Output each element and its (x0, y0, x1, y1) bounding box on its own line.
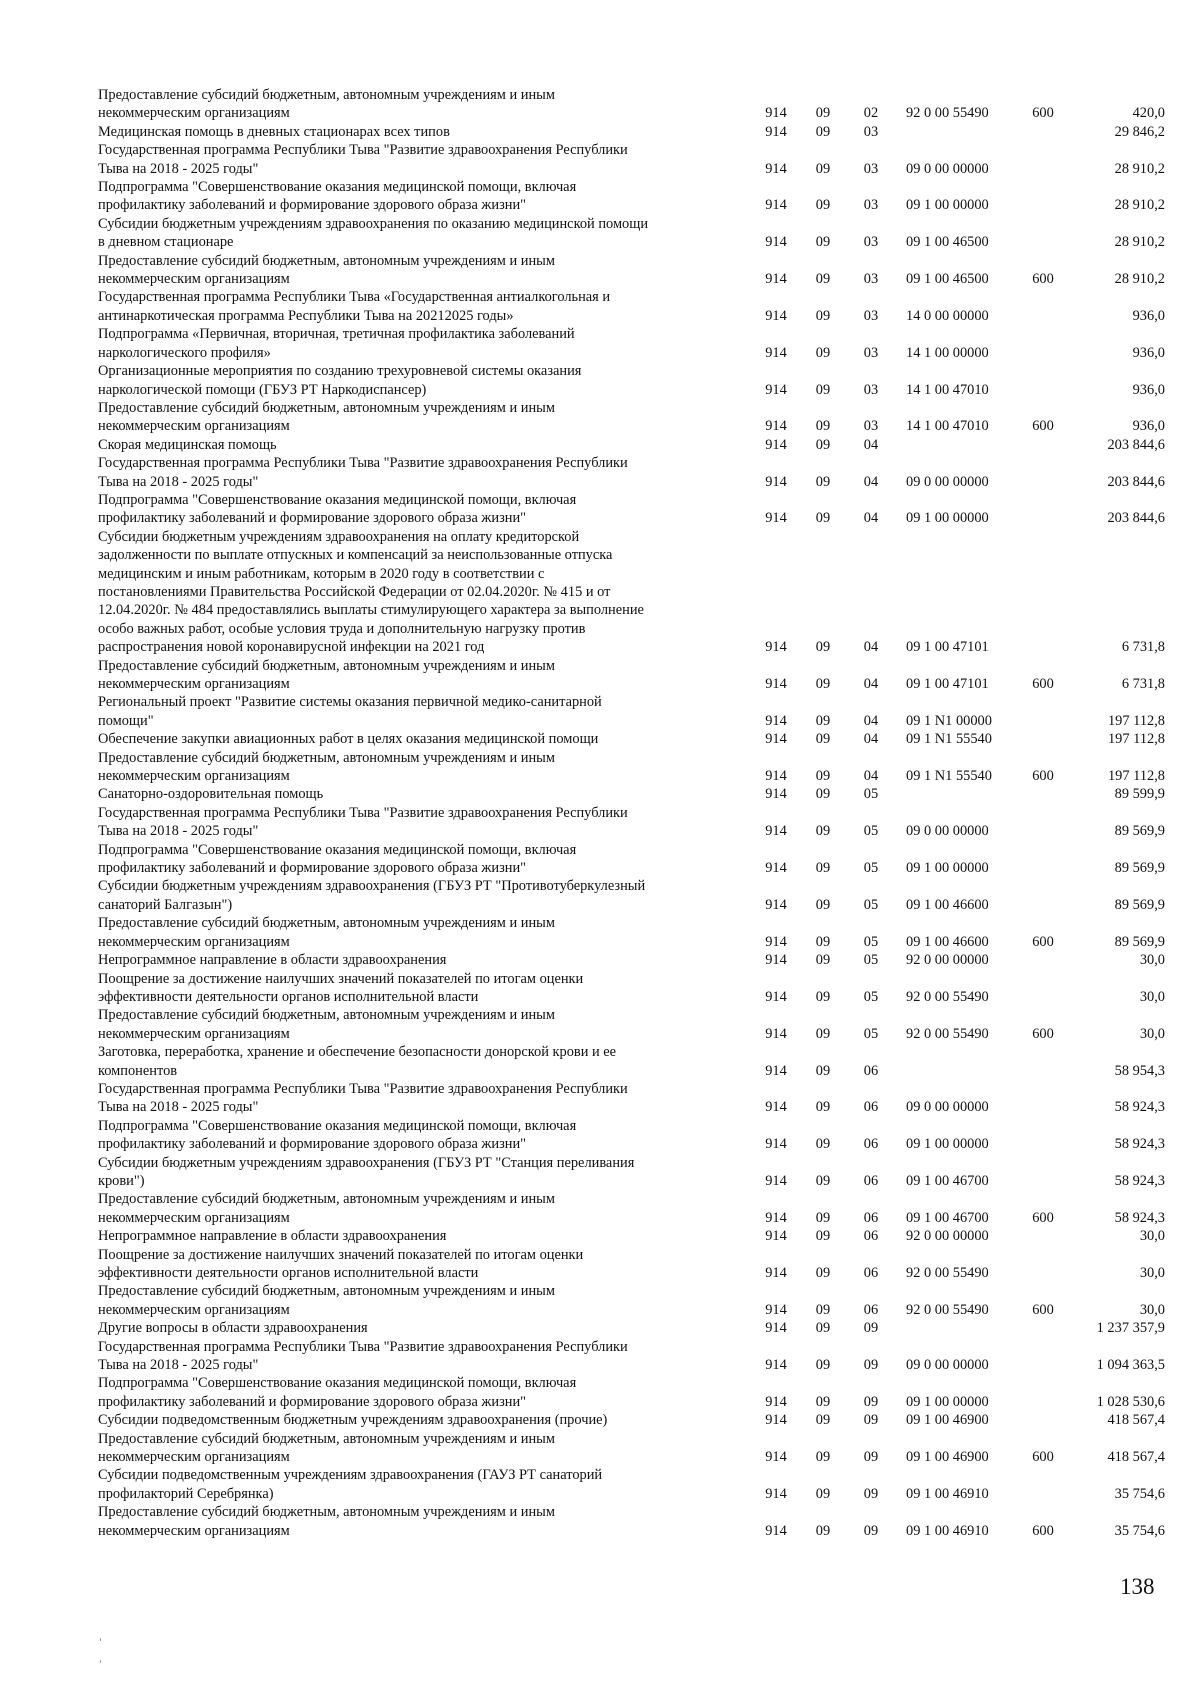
row-amount: 58 924,3 (1114, 1099, 1165, 1116)
row-target-article: 92 0 00 55490 (906, 1265, 989, 1281)
row-grbs: 914 (765, 1228, 787, 1245)
row-target-article: 09 1 00 46900 (906, 1449, 989, 1466)
row-target-article: 09 1 00 47101 (906, 676, 989, 692)
row-amount: 6 731,8 (1121, 639, 1165, 656)
row-target-article: 92 0 00 55490 (906, 1025, 989, 1042)
row-amount: 936,0 (1132, 307, 1165, 324)
row-name: Предоставление субсидий бюджетным, автономным учреждениям и иным некоммерческим организациям (98, 1191, 555, 1226)
row-name: Санаторно-оздоровительная помощь (98, 786, 324, 803)
row-grbs: 914 (765, 731, 787, 748)
table-row (98, 1374, 1178, 1411)
row-target-article: 09 1 00 47101 (906, 639, 989, 656)
table-row (98, 1466, 1178, 1503)
row-name: Государственная программа Республики Тыва "Развитие здравоохранения Республики Тыва на 2018 - 2025 годы" (98, 1080, 628, 1116)
row-target-article: 14 1 00 00000 (906, 344, 989, 361)
row-grbs: 914 (765, 160, 787, 177)
row-amount: 28 910,2 (1114, 160, 1165, 177)
row-name: Государственная программа Республики Тыва "Развитие здравоохранения Республики Тыва на 2018 - 2025 годы" (98, 142, 628, 177)
table-row (98, 1043, 1178, 1080)
row-target-article: 14 1 00 47010 (906, 418, 989, 435)
row-section: 09 (815, 473, 831, 490)
row-grbs: 914 (765, 1320, 787, 1337)
row-target-article: 09 1 00 00000 (906, 1393, 989, 1410)
row-subsection: 06 (863, 1136, 879, 1153)
table-row (98, 1319, 1178, 1337)
scan-mark (100, 1660, 101, 1663)
row-amount: 29 846,2 (1114, 123, 1165, 140)
table-row (98, 841, 1178, 878)
row-grbs: 914 (765, 823, 787, 840)
row-target-article: 09 1 00 00000 (906, 197, 989, 214)
row-subsection: 03 (863, 234, 879, 251)
row-section: 09 (815, 731, 831, 748)
row-section: 09 (815, 1209, 831, 1226)
row-section: 09 (815, 786, 831, 803)
row-target-article: 09 1 N1 55540 (906, 731, 992, 748)
row-grbs: 914 (765, 712, 787, 729)
row-amount: 30,0 (1139, 1265, 1165, 1281)
row-subsection: 03 (863, 381, 879, 398)
row-amount: 1 237 357,9 (1096, 1320, 1165, 1337)
row-target-article: 09 1 00 46600 (906, 896, 989, 913)
row-name: Субсидии бюджетным учреждениям здравоохранения по оказанию медицинской помощи в дневном стационаре (98, 215, 649, 251)
row-target-article: 14 1 00 47010 (906, 381, 989, 398)
table-row (98, 1503, 1178, 1540)
row-grbs: 914 (765, 105, 787, 122)
row-amount: 30,0 (1139, 952, 1165, 969)
row-subsection: 03 (863, 344, 879, 361)
row-target-article: 14 0 00 00000 (906, 307, 989, 324)
row-amount: 58 924,3 (1114, 1209, 1165, 1226)
row-section: 09 (815, 1099, 831, 1116)
row-amount: 197 112,8 (1107, 768, 1165, 785)
row-section: 09 (815, 418, 831, 435)
row-grbs: 914 (765, 1209, 787, 1226)
row-expense-type: 600 (1032, 1025, 1054, 1042)
row-grbs: 914 (765, 1136, 787, 1153)
row-section: 09 (815, 1485, 831, 1502)
row-target-article: 09 1 00 46900 (906, 1412, 989, 1429)
row-subsection: 03 (863, 271, 879, 288)
row-section: 09 (815, 105, 831, 122)
row-subsection: 06 (863, 1265, 879, 1281)
row-section: 09 (815, 1265, 831, 1281)
row-name: Государственная программа Республики Тыва "Развитие здравоохранения Республики Тыва на 2018 - 2025 годы" (98, 455, 628, 490)
row-subsection: 04 (863, 768, 879, 785)
row-section: 09 (815, 234, 831, 251)
row-section: 09 (815, 1301, 831, 1318)
row-subsection: 09 (863, 1485, 879, 1502)
row-name: Предоставление субсидий бюджетным, автономным учреждениям и иным некоммерческим организациям (98, 657, 555, 692)
table-row (98, 528, 1178, 657)
row-amount: 35 754,6 (1114, 1522, 1165, 1539)
table-row (98, 288, 1178, 325)
row-name: Субсидии бюджетным учреждениям здравоохранения (ГБУЗ РТ "Противотуберкулезный санаторий Балгазын") (98, 878, 646, 913)
row-section: 09 (815, 436, 831, 453)
row-section: 09 (815, 160, 831, 177)
row-expense-type: 600 (1032, 768, 1054, 785)
row-name: Предоставление субсидий бюджетным, автономным учреждениям и иным некоммерческим организациям (98, 1007, 555, 1042)
table-row (98, 1411, 1178, 1429)
row-name: Непрограммное направление в области здравоохранения (98, 1228, 447, 1245)
row-amount: 203 844,6 (1107, 473, 1165, 490)
row-section: 09 (815, 1522, 831, 1539)
row-name: Подпрограмма "Совершенствование оказания медицинской помощи, включая профилактику заболеваний и формирование здорового образа жизни" (98, 179, 577, 214)
row-subsection: 05 (863, 823, 879, 840)
row-amount: 28 910,2 (1114, 271, 1165, 288)
row-name: Предоставление субсидий бюджетным, автономным учреждениям и иным некоммерческим организациям (98, 1283, 555, 1318)
table-row (98, 1117, 1178, 1154)
row-subsection: 03 (863, 307, 879, 324)
row-subsection: 06 (863, 1209, 879, 1226)
row-amount: 203 844,6 (1107, 436, 1165, 453)
row-target-article: 09 1 00 46910 (906, 1522, 989, 1539)
row-expense-type: 600 (1032, 1449, 1054, 1466)
row-subsection: 04 (863, 712, 879, 729)
row-section: 09 (815, 1412, 831, 1429)
row-subsection: 04 (863, 436, 879, 453)
row-subsection: 03 (863, 418, 879, 435)
table-row (98, 1006, 1178, 1043)
row-name: Предоставление субсидий бюджетным, автономным учреждениям и иным некоммерческим организациям (98, 252, 555, 288)
row-grbs: 914 (765, 1301, 787, 1318)
row-amount: 58 954,3 (1114, 1062, 1165, 1079)
row-target-article: 09 0 00 00000 (906, 823, 989, 840)
row-expense-type: 600 (1032, 418, 1054, 435)
row-section: 09 (815, 1062, 831, 1079)
row-grbs: 914 (765, 473, 787, 490)
row-subsection: 06 (863, 1099, 879, 1116)
row-grbs: 914 (765, 676, 787, 692)
row-target-article: 09 0 00 00000 (906, 160, 989, 177)
row-section: 09 (815, 676, 831, 692)
row-grbs: 914 (765, 271, 787, 288)
table-row (98, 1430, 1178, 1467)
row-amount: 30,0 (1139, 988, 1165, 1005)
row-subsection: 09 (863, 1393, 879, 1410)
row-subsection: 04 (863, 510, 879, 527)
row-target-article: 09 1 N1 00000 (906, 712, 992, 729)
page-number: 138 (1120, 1574, 1155, 1599)
row-amount: 58 924,3 (1114, 1136, 1165, 1153)
row-amount: 936,0 (1132, 381, 1165, 398)
row-amount: 89 569,9 (1114, 933, 1165, 950)
row-grbs: 914 (765, 307, 787, 324)
row-grbs: 914 (765, 1449, 787, 1466)
table-row (98, 1190, 1178, 1227)
row-section: 09 (815, 307, 831, 324)
row-subsection: 05 (863, 988, 879, 1005)
row-name: Предоставление субсидий бюджетным, автономным учреждениям и иным некоммерческим организациям (98, 399, 555, 435)
row-grbs: 914 (765, 1357, 787, 1374)
row-subsection: 06 (863, 1301, 879, 1318)
table-row (98, 657, 1178, 694)
table-row (98, 1282, 1178, 1319)
row-amount: 197 112,8 (1107, 731, 1165, 748)
row-target-article: 09 1 00 46910 (906, 1485, 989, 1502)
table-row (98, 491, 1178, 528)
row-subsection: 06 (863, 1172, 879, 1189)
row-target-article: 09 1 00 46600 (906, 933, 989, 950)
table-row (98, 362, 1178, 399)
row-section: 09 (815, 712, 831, 729)
row-section: 09 (815, 823, 831, 840)
row-section: 09 (815, 952, 831, 969)
row-subsection: 05 (863, 1025, 879, 1042)
row-target-article: 92 0 00 55490 (906, 105, 989, 122)
row-amount: 30,0 (1139, 1025, 1165, 1042)
table-row (98, 951, 1178, 969)
row-grbs: 914 (765, 860, 787, 877)
row-amount: 936,0 (1132, 344, 1165, 361)
row-name: Государственная программа Республики Тыва "Развитие здравоохранения Республики Тыва на 2018 - 2025 годы" (98, 804, 628, 840)
table-row (98, 1227, 1178, 1245)
row-section: 09 (815, 510, 831, 527)
row-target-article: 92 0 00 55490 (906, 1301, 989, 1318)
row-target-article: 09 1 N1 55540 (906, 768, 992, 785)
row-target-article: 92 0 00 00000 (906, 952, 989, 969)
row-grbs: 914 (765, 1265, 787, 1281)
row-section: 09 (815, 1393, 831, 1410)
row-amount: 1 094 363,5 (1096, 1357, 1165, 1374)
row-amount: 35 754,6 (1114, 1485, 1165, 1502)
row-name: Подпрограмма "Совершенствование оказания медицинской помощи, включая профилактику заболеваний и формирование здорового образа жизни" (98, 491, 577, 527)
row-name: Поощрение за достижение наилучших значений показателей по итогам оценки эффективности деятельности органов исполнительной власти (98, 1246, 584, 1281)
table-row (98, 1246, 1178, 1283)
row-grbs: 914 (765, 344, 787, 361)
row-expense-type: 600 (1032, 1522, 1054, 1539)
row-amount: 89 569,9 (1114, 896, 1165, 913)
row-name: Предоставление субсидий бюджетным, автономным учреждениям и иным некоммерческим организациям (98, 1504, 555, 1539)
row-grbs: 914 (765, 1025, 787, 1042)
row-section: 09 (815, 123, 831, 140)
row-section: 09 (815, 271, 831, 288)
row-section: 09 (815, 768, 831, 785)
row-section: 09 (815, 1136, 831, 1153)
row-subsection: 05 (863, 860, 879, 877)
row-section: 09 (815, 1025, 831, 1042)
row-name: Поощрение за достижение наилучших значений показателей по итогам оценки эффективности деятельности органов исполнительной власти (98, 970, 584, 1005)
row-section: 09 (815, 988, 831, 1005)
row-subsection: 09 (863, 1357, 879, 1374)
row-grbs: 914 (765, 197, 787, 214)
table-row (98, 325, 1178, 362)
row-expense-type: 600 (1032, 933, 1054, 950)
row-expense-type: 600 (1032, 1209, 1054, 1226)
row-amount: 89 569,9 (1114, 823, 1165, 840)
row-section: 09 (815, 1357, 831, 1374)
row-name: Скорая медицинская помощь (98, 436, 277, 453)
row-amount: 203 844,6 (1107, 510, 1165, 527)
row-subsection: 09 (863, 1449, 879, 1466)
row-expense-type: 600 (1032, 105, 1054, 122)
row-grbs: 914 (765, 1099, 787, 1116)
row-name: Государственная программа Республики Тыва «Государственная антиалкогольная и антинаркотическая программа Республики Тыва на 20212025 годы» (98, 289, 611, 324)
row-name: Предоставление субсидий бюджетным, автономным учреждениям и иным некоммерческим организациям (98, 749, 555, 785)
row-subsection: 09 (863, 1320, 879, 1337)
row-grbs: 914 (765, 1412, 787, 1429)
row-section: 09 (815, 344, 831, 361)
table-row (98, 749, 1178, 786)
row-name: Подпрограмма «Первичная, вторичная, третичная профилактика заболеваний наркологического профиля» (98, 326, 575, 361)
table-row (98, 123, 1178, 141)
row-name: Государственная программа Республики Тыва "Развитие здравоохранения Республики Тыва на 2018 - 2025 годы" (98, 1338, 628, 1374)
row-name: Субсидии подведомственным учреждениям здравоохранения (ГАУЗ РТ санаторий профилакторий Серебрянка) (98, 1467, 603, 1502)
row-grbs: 914 (765, 234, 787, 251)
row-amount: 197 112,8 (1107, 712, 1165, 729)
row-target-article: 09 1 00 46700 (906, 1209, 989, 1226)
table-row (98, 215, 1178, 252)
row-grbs: 914 (765, 510, 787, 527)
row-subsection: 05 (863, 786, 879, 803)
row-target-article: 09 1 00 00000 (906, 1136, 989, 1153)
table-row (98, 785, 1178, 803)
row-subsection: 03 (863, 197, 879, 214)
row-amount: 6 731,8 (1121, 676, 1165, 692)
row-grbs: 914 (765, 896, 787, 913)
row-name: Другие вопросы в области здравоохранения (98, 1320, 368, 1337)
row-name: Подпрограмма "Совершенствование оказания медицинской помощи, включая профилактику заболеваний и формирование здорового образа жизни" (98, 1375, 577, 1410)
row-name: Подпрограмма "Совершенствование оказания медицинской помощи, включая профилактику заболеваний и формирование здорового образа жизни" (98, 1117, 577, 1153)
table-row (98, 914, 1178, 951)
row-grbs: 914 (765, 123, 787, 140)
table-row (98, 970, 1178, 1007)
row-section: 09 (815, 896, 831, 913)
row-name: Подпрограмма "Совершенствование оказания медицинской помощи, включая профилактику заболеваний и формирование здорового образа жизни" (98, 841, 577, 877)
row-target-article: 09 1 00 46700 (906, 1172, 989, 1189)
table-row (98, 178, 1178, 215)
row-subsection: 06 (863, 1228, 879, 1245)
table-row (98, 252, 1178, 289)
row-subsection: 06 (863, 1062, 879, 1079)
row-subsection: 05 (863, 933, 879, 950)
row-grbs: 914 (765, 988, 787, 1005)
row-amount: 1 028 530,6 (1096, 1393, 1165, 1410)
row-amount: 418 567,4 (1107, 1412, 1165, 1429)
row-section: 09 (815, 1320, 831, 1337)
row-section: 09 (815, 381, 831, 398)
row-subsection: 09 (863, 1412, 879, 1429)
row-amount: 30,0 (1139, 1301, 1165, 1318)
row-amount: 420,0 (1132, 105, 1165, 122)
table-row (98, 730, 1178, 748)
row-amount: 28 910,2 (1114, 234, 1165, 251)
table-row (98, 454, 1178, 491)
row-grbs: 914 (765, 1393, 787, 1410)
row-subsection: 05 (863, 896, 879, 913)
row-grbs: 914 (765, 381, 787, 398)
row-target-article: 92 0 00 00000 (906, 1228, 989, 1245)
row-grbs: 914 (765, 436, 787, 453)
row-name: Непрограммное направление в области здравоохранения (98, 952, 447, 969)
row-grbs: 914 (765, 952, 787, 969)
table-row (98, 1154, 1178, 1191)
table-row (98, 86, 1178, 123)
row-grbs: 914 (765, 1522, 787, 1539)
row-grbs: 914 (765, 1062, 787, 1079)
row-target-article: 09 1 00 46500 (906, 271, 989, 288)
row-section: 09 (815, 1172, 831, 1189)
row-amount: 418 567,4 (1107, 1449, 1165, 1466)
row-expense-type: 600 (1032, 676, 1054, 692)
row-name: Предоставление субсидий бюджетным, автономным учреждениям и иным некоммерческим организациям (98, 915, 555, 950)
row-section: 09 (815, 1228, 831, 1245)
row-name: Обеспечение закупки авиационных работ в целях оказания медицинской помощи (98, 731, 599, 748)
row-amount: 28 910,2 (1114, 197, 1165, 214)
row-name: Предоставление субсидий бюджетным, автономным учреждениям и иным некоммерческим организациям (98, 1430, 555, 1466)
row-amount: 936,0 (1132, 418, 1165, 435)
scan-mark (100, 1638, 101, 1641)
row-expense-type: 600 (1032, 271, 1054, 288)
row-name: Организационные мероприятия по созданию трехуровневой системы оказания наркологической помощи (ГБУЗ РТ Наркодиспансер) (98, 363, 582, 398)
row-target-article: 09 1 00 00000 (906, 510, 989, 527)
table-row (98, 877, 1178, 914)
row-grbs: 914 (765, 418, 787, 435)
row-subsection: 02 (863, 105, 879, 122)
table-row (98, 1338, 1178, 1375)
budget-table (98, 86, 1178, 1540)
row-name: Субсидии подведомственным бюджетным учреждениям здравоохранения (прочие) (98, 1412, 608, 1429)
row-section: 09 (815, 1449, 831, 1466)
row-grbs: 914 (765, 786, 787, 803)
row-grbs: 914 (765, 933, 787, 950)
row-amount: 89 569,9 (1114, 860, 1165, 877)
row-name: Предоставление субсидий бюджетным, автономным учреждениям и иным некоммерческим организациям (98, 87, 555, 122)
row-subsection: 03 (863, 123, 879, 140)
row-amount: 89 599,9 (1114, 786, 1165, 803)
row-subsection: 04 (863, 473, 879, 490)
table-row (98, 141, 1178, 178)
row-subsection: 03 (863, 160, 879, 177)
table-row (98, 693, 1178, 730)
row-subsection: 04 (863, 639, 879, 656)
row-grbs: 914 (765, 1485, 787, 1502)
row-target-article: 09 1 00 00000 (906, 860, 989, 877)
row-grbs: 914 (765, 639, 787, 656)
row-subsection: 09 (863, 1522, 879, 1539)
row-name: Региональный проект "Развитие системы оказания первичной медико-санитарной помощи" (98, 694, 602, 729)
table-row (98, 436, 1178, 454)
table-row (98, 399, 1178, 436)
row-amount: 30,0 (1139, 1228, 1165, 1245)
row-target-article: 09 0 00 00000 (906, 1099, 989, 1116)
row-grbs: 914 (765, 768, 787, 785)
table-row (98, 804, 1178, 841)
row-section: 09 (815, 197, 831, 214)
row-target-article: 09 1 00 46500 (906, 234, 989, 251)
row-name: Субсидии бюджетным учреждениям здравоохранения (ГБУЗ РТ "Станция переливания крови") (98, 1154, 635, 1189)
row-subsection: 05 (863, 952, 879, 969)
table-row (98, 1080, 1178, 1117)
row-subsection: 04 (863, 676, 879, 692)
row-grbs: 914 (765, 1172, 787, 1189)
row-expense-type: 600 (1032, 1301, 1054, 1318)
row-target-article: 92 0 00 55490 (906, 988, 989, 1005)
row-target-article: 09 0 00 00000 (906, 1357, 989, 1374)
row-section: 09 (815, 639, 831, 656)
row-subsection: 04 (863, 731, 879, 748)
row-section: 09 (815, 933, 831, 950)
row-section: 09 (815, 860, 831, 877)
row-amount: 58 924,3 (1114, 1172, 1165, 1189)
row-target-article: 09 0 00 00000 (906, 473, 989, 490)
row-name: Заготовка, переработка, хранение и обеспечение безопасности донорской крови и ее компонентов (98, 1044, 617, 1079)
row-name: Субсидии бюджетным учреждениям здравоохранения на оплату кредиторской задолженности по выплате отпускных и компенсаций за неиспользованные отпуска медицинским и иным работникам, которым в 2020 году в соответствии с постановлениями Правительства Российской Федерации от 02.04.2020г. № 415 и от 12.04.2020г. № 484 предоставлялись выплаты стимулирующего характера за выполнение особо важных работ, особые условия труда и дополнительную нагрузку против распространения новой коронавирусной инфекции на 2021 год (98, 528, 644, 656)
row-name: Медицинская помощь в дневных стационарах всех типов (98, 123, 450, 140)
